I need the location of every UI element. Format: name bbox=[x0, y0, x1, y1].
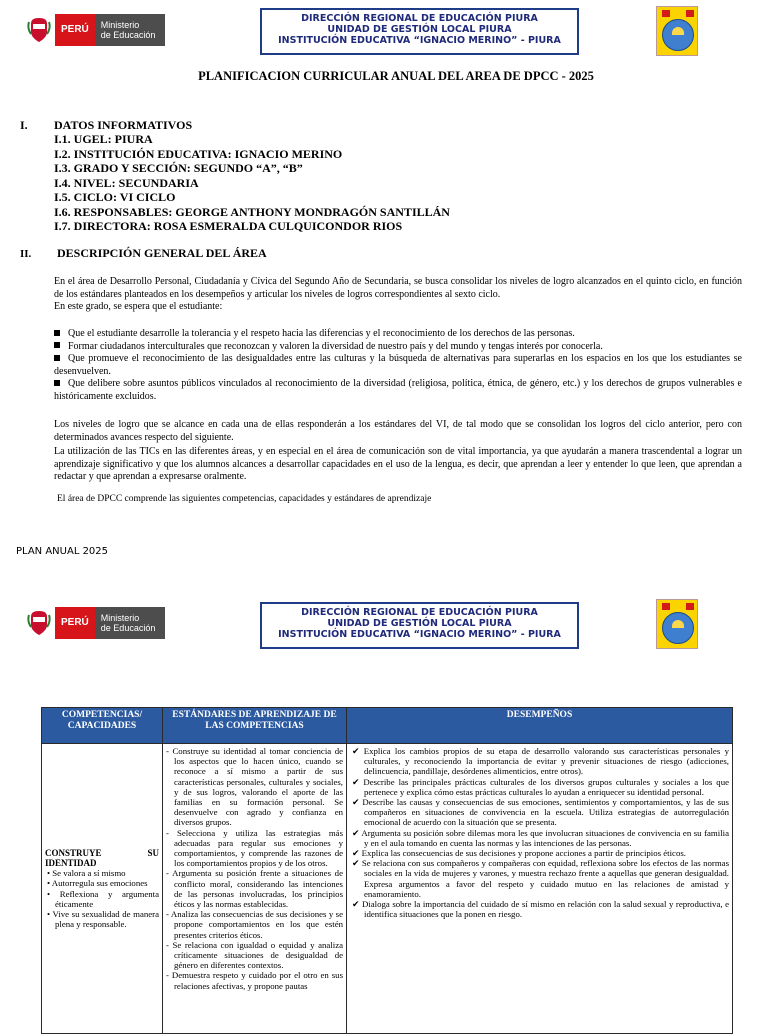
checkmark-icon: ✔ bbox=[352, 797, 363, 808]
ministerio-label: Ministerio de Educación bbox=[95, 607, 165, 639]
table-header-competencias: COMPETENCIAS/ CAPACIDADES bbox=[42, 708, 163, 744]
desempenos-cell bbox=[347, 744, 733, 1034]
peru-label: PERÚ bbox=[55, 607, 95, 639]
header-line-2: UNIDAD DE GESTIÓN LOCAL PIURA bbox=[327, 24, 512, 35]
estandar-item: - Selecciona y utiliza las estrategias más adecuadas para regular sus emociones y comportamientos, y comprende las razones de los comportamientos propios y de los otros. bbox=[166, 827, 343, 869]
table-header-estandares: ESTÁNDARES DE APRENDIZAJE DE LAS COMPETENCIAS bbox=[163, 708, 347, 744]
checkmark-icon: ✔ bbox=[352, 899, 362, 910]
desempeno-item: ✔ Describe las principales prácticas culturales de los diversos grupos culturales y sociales a los que pertenece y explica cómo estas prácticas culturales lo ayudan a enriquecer su identidad personal. bbox=[352, 776, 729, 797]
school-crest-icon bbox=[656, 599, 698, 649]
minedu-logo bbox=[27, 607, 165, 639]
minedu-logo bbox=[27, 14, 165, 46]
list-item: Formar ciudadanos interculturales que reconozcan y valoren la diversidad de nuestro país y del mundo y tengas interés por conocerla. bbox=[54, 341, 742, 354]
info-item-responsables: I.6. RESPONSABLES: GEORGE ANTHONY MONDRAGÓN SANTILLÁN bbox=[54, 204, 450, 219]
header-line-1: DIRECCIÓN REGIONAL DE EDUCACIÓN PIURA bbox=[301, 607, 538, 618]
list-item: Que el estudiante desarrolle la tolerancia y el respeto hacia las diferencias y el reconocimiento de los derechos de las personas. bbox=[54, 328, 742, 341]
capacidad-item: • Reflexiona y argumenta éticamente bbox=[47, 888, 159, 909]
checkmark-icon: ✔ bbox=[352, 776, 364, 787]
desempeno-item: ✔ Argumenta su posición sobre dilemas mora les que involucran situaciones de convivencia en su familia y en el aula tomando en cuenta las normas y las intenciones de las personas. bbox=[352, 827, 729, 848]
capacidad-item: • Se valora a sí mismo bbox=[47, 868, 126, 879]
list-item: Que promueve el reconocimiento de las desigualdades entre las culturas y la búsqueda de alternativas para superarlas en los espacios en los que los estudiantes se desenvuelven. bbox=[54, 353, 742, 377]
description-paragraph-2: Los niveles de logro que se alcance en cada una de ellas responderán a los estándares del VI, de tal modo que se consolidan los logros del ciclo anterior, pero con determinados avances respecto del siguiente. bbox=[54, 419, 742, 443]
section-1-number: I. bbox=[20, 118, 28, 132]
estandares-cell bbox=[163, 744, 347, 1034]
square-bullet-icon bbox=[54, 355, 60, 361]
estandar-item: - Se relaciona con igualdad o equidad y analiza críticamente situaciones de desigualdad de género en diferentes contextos. bbox=[166, 939, 343, 971]
info-item-grado: I.3. GRADO Y SECCIÓN: SEGUNDO “A”, “B” bbox=[54, 161, 303, 175]
desempeno-item: ✔ Se relaciona con sus compañeros y compañeras con equidad, reflexiona sobre los efectos de las normas sociales en la vida de mujeres y varones, y muestra rechazo frente a aquellas que generan desigualdad. Expresa argumentos a favor del respeto y cuidado mutuo en las relaciones de amistad y enamoramiento. bbox=[352, 858, 729, 899]
checkmark-icon: ✔ bbox=[352, 746, 364, 756]
desempeno-item: ✔ Explica las consecuencias de sus decisiones y propone acciones a partir de principios éticos. bbox=[352, 848, 686, 859]
desempeno-item: ✔ Describe las causas y consecuencias de sus emociones, sentimientos y comportamientos, y las de sus compañeros en situaciones de convivencia en la escuela. Utiliza estrategias de autorregulación emocional de acuerdo con la situación que se presenta. bbox=[352, 797, 729, 828]
competencia-title: CONSTRUYE SU bbox=[45, 847, 159, 858]
description-paragraph-4: El área de DPCC comprende las siguientes competencias, capacidades y estándares de aprendizaje bbox=[57, 494, 432, 504]
info-item-directora: I.7. DIRECTORA: ROSA ESMERALDA CULQUICONDOR RIOS bbox=[54, 219, 403, 233]
estandar-item: - Construye su identidad al tomar conciencia de los aspectos que lo hacen único, cuando se reconoce a sí mismo a partir de sus características personales, culturales y sociales, y de sus logros, valorando el aporte de las familias en su formación personal. Se desenvuelve con agrado y confianza en diversos grupos. bbox=[166, 746, 343, 828]
peru-shield-icon bbox=[27, 16, 51, 44]
info-item-nivel: I.4. NIVEL: SECUNDARIA bbox=[54, 175, 199, 190]
table-row bbox=[42, 744, 733, 1034]
section-2-number: II. bbox=[20, 248, 32, 260]
school-crest-icon bbox=[656, 6, 698, 56]
capacidad-item: • Autorregula sus emociones bbox=[47, 878, 148, 889]
section-1-heading: DATOS INFORMATIVOS bbox=[54, 118, 193, 132]
info-item-ciclo: I.5. CICLO: VI CICLO bbox=[54, 190, 176, 204]
description-intro: En el área de Desarrollo Personal, Ciudadanía y Cívica del Segundo Año de Secundaria, se busca consolidar los niveles de logro alcanzados en el quinto ciclo, en función de los estándares planteados en los desempeños y articular los niveles de logros correspondientes al sexto ciclo. En este grado, se espera que el estudiante: bbox=[54, 276, 742, 312]
peru-shield-icon bbox=[27, 609, 51, 637]
info-item-institucion: I.2. INSTITUCIÓN EDUCATIVA: IGNACIO MERINO bbox=[54, 146, 343, 161]
section-2-heading: DESCRIPCIÓN GENERAL DEL ÁREA bbox=[57, 246, 267, 260]
institution-header-box bbox=[260, 8, 579, 55]
square-bullet-icon bbox=[54, 330, 60, 336]
header-line-2: UNIDAD DE GESTIÓN LOCAL PIURA bbox=[327, 618, 512, 629]
estandar-item: - Analiza las consecuencias de sus decisiones y se propone comportamientos en los que estén presentes criterios éticos. bbox=[166, 909, 343, 940]
header-line-1: DIRECCIÓN REGIONAL DE EDUCACIÓN PIURA bbox=[301, 13, 538, 24]
square-bullet-icon bbox=[54, 380, 60, 386]
info-item-ugel: I.1. UGEL: PIURA bbox=[54, 132, 153, 146]
document-title: PLANIFICACION CURRICULAR ANUAL DEL AREA DE DPCC - 2025 bbox=[198, 69, 594, 83]
desempeno-item: ✔ Dialoga sobre la importancia del cuidado de sí mismo en relación con la salud sexual y reproductiva, e identifica situaciones que la ponen en riesgo. bbox=[352, 899, 729, 920]
list-item: Que delibere sobre asuntos públicos vinculados al reconocimiento de la diversidad (religiosa, política, étnica, de género, etc.) y los derechos de grupos vulnerables e históricamente excluidos. bbox=[54, 378, 742, 402]
competencias-table bbox=[41, 707, 733, 1034]
table-header-desempenos: DESEMPEÑOS bbox=[347, 708, 733, 744]
estandar-item: - Demuestra respeto y cuidado por el otro en sus relaciones afectivas, y propone pautas bbox=[166, 970, 343, 991]
header-line-3: INSTITUCIÓN EDUCATIVA “IGNACIO MERINO” - PIURA bbox=[278, 629, 561, 640]
competencia-cell: CONSTRUYE SU IDENTIDAD • Se valora a sí mismo • Autorregula sus emociones • Reflexiona y argumenta éticamente • Vive su sexualidad de manera plena y responsable. bbox=[42, 744, 163, 1034]
peru-label: PERÚ bbox=[55, 14, 95, 46]
capacidad-item: • Vive su sexualidad de manera plena y responsable. bbox=[47, 908, 159, 930]
plan-anual-label: PLAN ANUAL 2025 bbox=[16, 546, 109, 557]
estandar-item: - Argumenta su posición frente a situaciones de conflicto moral, considerando las intenciones de las personas involucradas, los principios éticos y las normas establecidas. bbox=[166, 868, 343, 910]
checkmark-icon: ✔ bbox=[352, 858, 362, 869]
description-paragraph-3: La utilización de las TICs en las diferentes áreas, y en especial en el área de comunicación son de vital importancia, ya que ayudarán a manera trascendental a lograr un aprendizaje significativo y que los alumnos alcances a desarrollar capacidades en el uso de la lengua, es decir, que aprendan a leer y entender lo que leen, que aprendan a redactar y que aprendan a expresarse oralmente. bbox=[54, 446, 742, 482]
checkmark-icon: ✔ bbox=[352, 848, 362, 859]
desempeno-item: ✔ Explica los cambios propios de su etapa de desarrollo valorando sus características personales y culturales, y reconociendo la importancia de evitar y prevenir situaciones de riesgo (adicciones, delincuencia, pandillaje, desórdenes alimenticios, entre otros). bbox=[352, 746, 729, 777]
checkmark-icon: ✔ bbox=[352, 827, 362, 838]
institution-header-box bbox=[260, 602, 579, 649]
header-line-3: INSTITUCIÓN EDUCATIVA “IGNACIO MERINO” - PIURA bbox=[278, 35, 561, 46]
ministerio-label: Ministerio de Educación bbox=[95, 14, 165, 46]
square-bullet-icon bbox=[54, 342, 60, 348]
